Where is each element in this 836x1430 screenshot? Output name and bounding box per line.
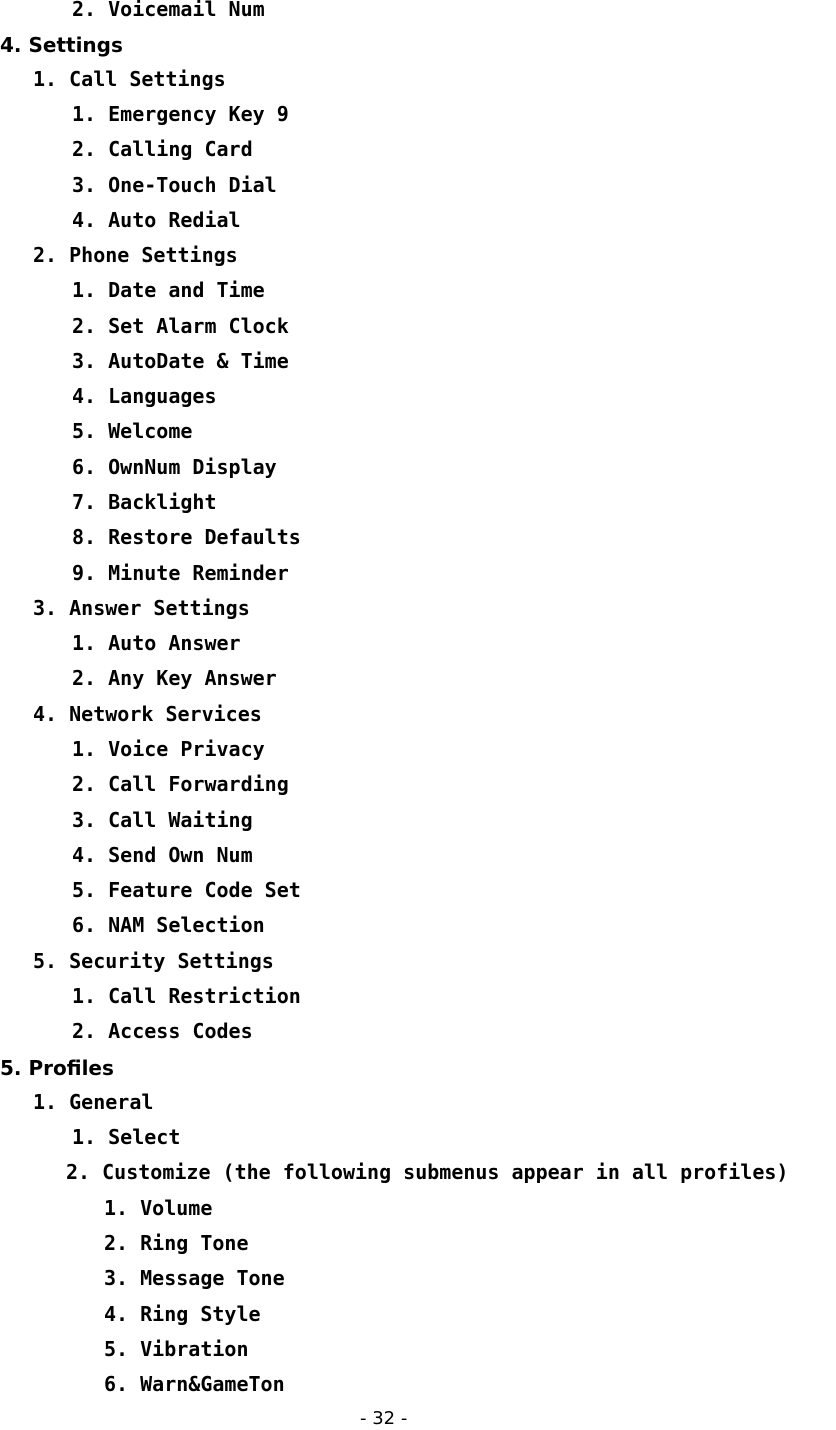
submenu-heading: 3. Answer Settings: [33, 596, 250, 620]
menu-item: 2. Any Key Answer: [72, 666, 277, 690]
menu-item: 4. Auto Redial: [72, 208, 241, 232]
sub-menu-item: 1. Volume: [104, 1196, 213, 1220]
submenu-heading: 5. Security Settings: [33, 949, 274, 973]
submenu-heading: 4. Network Services: [33, 702, 262, 726]
sub-menu-item: 3. Message Tone: [104, 1266, 285, 1290]
page-number: - 32 -: [360, 1408, 408, 1429]
menu-item: 3. One-Touch Dial: [72, 173, 277, 197]
menu-item: 8. Restore Defaults: [72, 525, 301, 549]
menu-item: 2. Voicemail Num: [72, 0, 265, 21]
submenu-heading: 1. General: [33, 1090, 154, 1114]
menu-item: 4. Languages: [72, 384, 217, 408]
menu-item: 2. Set Alarm Clock: [72, 314, 289, 338]
menu-item: 5. Welcome: [72, 419, 193, 443]
sub-menu-item: 5. Vibration: [104, 1337, 249, 1361]
section-heading: 5. Profiles: [0, 1056, 114, 1080]
menu-item: 2. Customize (the following submenus appear in all profiles): [66, 1160, 789, 1184]
menu-item: 1. Emergency Key 9: [72, 102, 289, 126]
menu-item: 1. Auto Answer: [72, 631, 241, 655]
menu-item: 7. Backlight: [72, 490, 217, 514]
menu-item: 6. OwnNum Display: [72, 455, 277, 479]
menu-item: 3. Call Waiting: [72, 808, 253, 832]
menu-item: 5. Feature Code Set: [72, 878, 301, 902]
menu-item: 1. Select: [72, 1125, 181, 1149]
section-heading: 4. Settings: [0, 33, 123, 57]
menu-item: 4. Send Own Num: [72, 843, 253, 867]
menu-item: 1. Date and Time: [72, 278, 265, 302]
submenu-heading: 1. Call Settings: [33, 67, 226, 91]
menu-item: 6. NAM Selection: [72, 913, 265, 937]
sub-menu-item: 6. Warn&GameTon: [104, 1372, 285, 1396]
menu-item: 2. Access Codes: [72, 1019, 253, 1043]
menu-item: 1. Voice Privacy: [72, 737, 265, 761]
submenu-heading: 2. Phone Settings: [33, 243, 238, 267]
menu-item: 1. Call Restriction: [72, 984, 301, 1008]
sub-menu-item: 2. Ring Tone: [104, 1231, 249, 1255]
menu-item: 2. Call Forwarding: [72, 772, 289, 796]
sub-menu-item: 4. Ring Style: [104, 1302, 261, 1326]
menu-item: 2. Calling Card: [72, 137, 253, 161]
menu-item: 3. AutoDate & Time: [72, 349, 289, 373]
menu-item: 9. Minute Reminder: [72, 561, 289, 585]
